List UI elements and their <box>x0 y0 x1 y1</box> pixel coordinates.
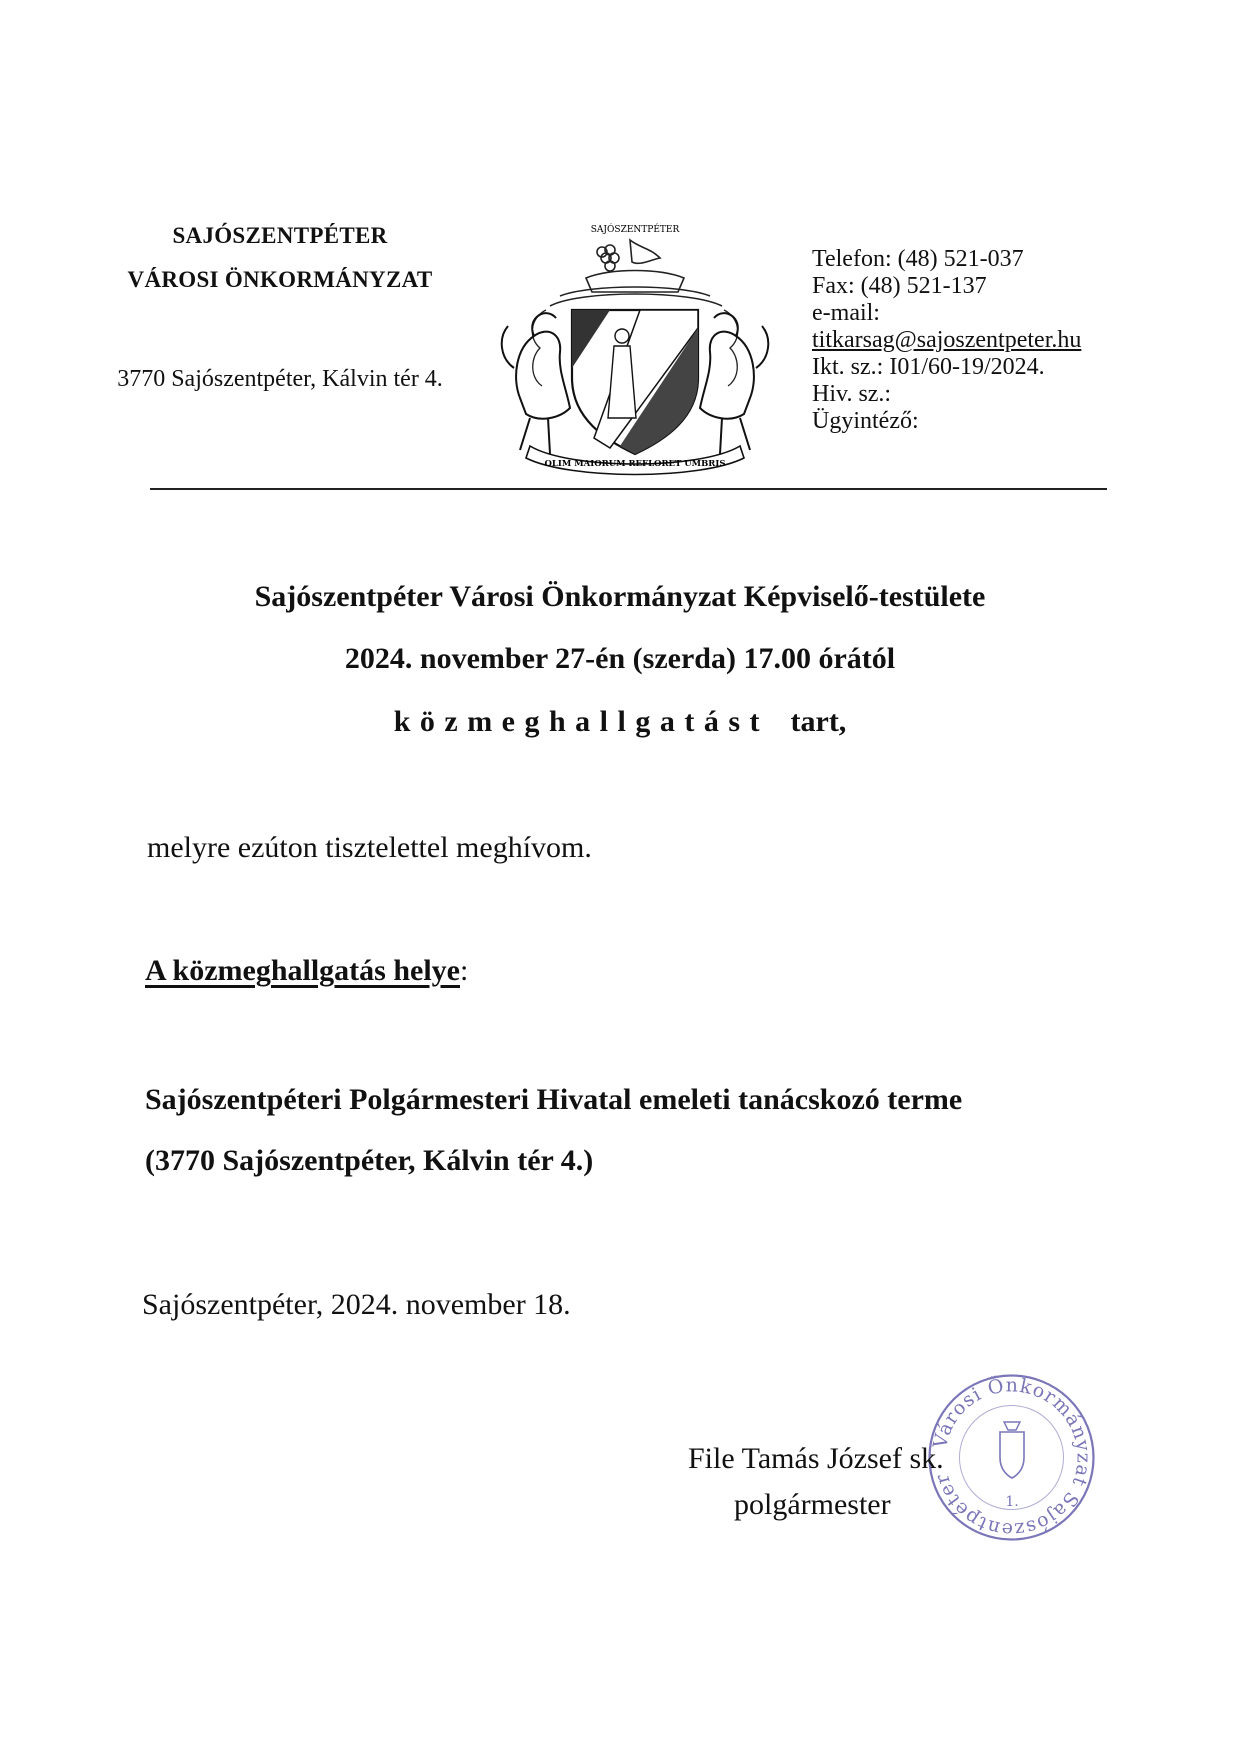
title-line1: Sajószentpéter Városi Önkormányzat Képviselő-testülete <box>254 580 986 613</box>
ikt-number: Ikt. sz.: I01/60-19/2024. <box>812 354 1045 380</box>
crest-banner-text: OLIM MAIORUM REFLORET UMBRIS <box>544 459 726 469</box>
title-tart: tart, <box>790 705 847 738</box>
date-place: Sajószentpéter, 2024. november 18. <box>142 1288 571 1321</box>
venue-line2: (3770 Sajószentpéter, Kálvin tér 4.) <box>145 1144 594 1177</box>
email-label: e-mail: <box>812 300 880 326</box>
org-name-line1: SAJÓSZENTPÉTER <box>172 223 388 248</box>
email-link[interactable]: titkarsag@sajoszentpeter.hu <box>812 327 1082 353</box>
venue-line1: Sajószentpéteri Polgármesteri Hivatal emeleti tanácskozó terme <box>145 1083 963 1116</box>
ugyintezo: Ügyintéző: <box>812 408 919 434</box>
fax: Fax: (48) 521-137 <box>812 273 987 299</box>
phone: Telefon: (48) 521-037 <box>812 246 1024 272</box>
svg-text:Városi Önkormányzat Sajószentp <box>929 1374 1095 1541</box>
crest-top-text: SAJÓSZENTPÉTER <box>590 225 680 235</box>
signatory-title: polgármester <box>734 1488 891 1521</box>
coat-of-arms-icon <box>490 218 780 480</box>
contact-block <box>812 246 1081 435</box>
title-spaced-word: közmeghallgatást <box>393 705 770 738</box>
venue-heading-colon: : <box>460 954 469 987</box>
signatory-name: File Tamás József sk. <box>688 1442 944 1475</box>
official-stamp-icon <box>924 1370 1099 1545</box>
org-address: 3770 Sajószentpéter, Kálvin tér 4. <box>117 366 443 392</box>
venue-heading-text: A közmeghallgatás helye <box>145 954 460 987</box>
invite-text: melyre ezúton tisztelettel meghívom. <box>147 831 592 864</box>
stamp-text: Városi Önkormányzat Sajószentpéter <box>929 1374 1095 1541</box>
stamp-number: 1. <box>1005 1494 1019 1510</box>
org-name-line2: VÁROSI ÖNKORMÁNYZAT <box>127 267 433 292</box>
hiv-number: Hiv. sz.: <box>812 381 892 407</box>
title-line3 <box>0 705 1240 739</box>
header-divider <box>150 488 1107 490</box>
venue-heading <box>145 954 468 988</box>
title-line2: 2024. november 27-én (szerda) 17.00 órától <box>344 642 896 675</box>
